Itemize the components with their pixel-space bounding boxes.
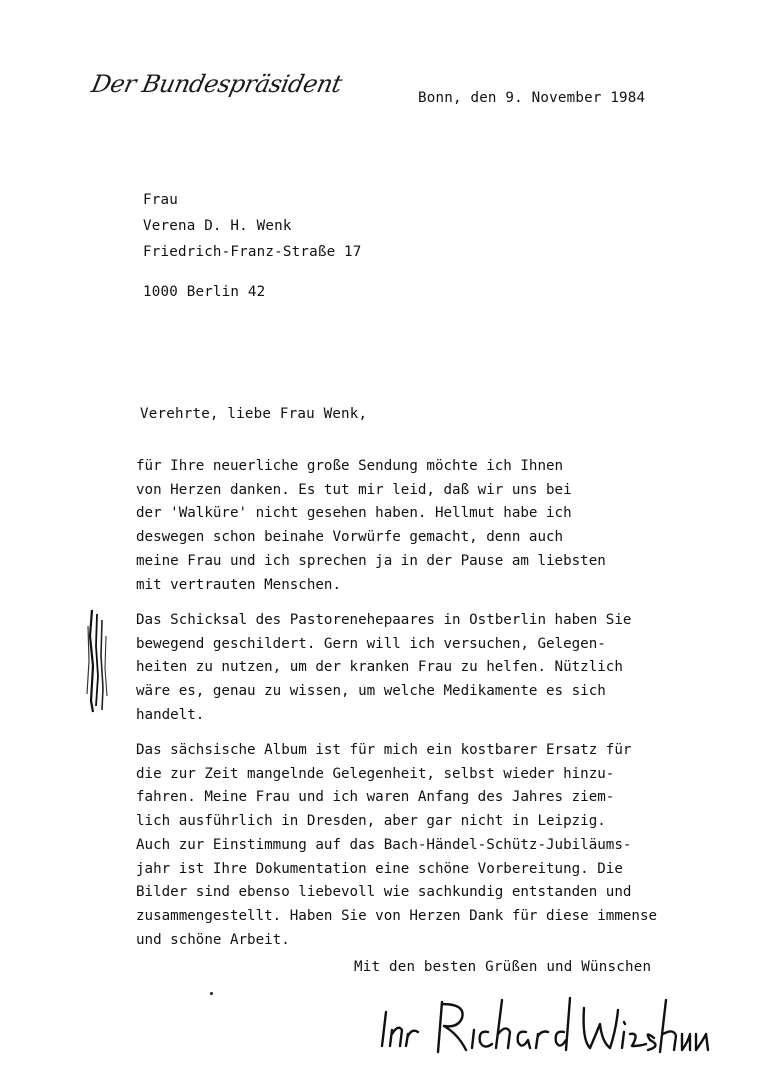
body-line: bewegend geschildert. Gern will ich versuchen, Gelegen- [136, 635, 606, 652]
body-line: heiten zu nutzen, um der kranken Frau zu helfen. Nützlich [136, 659, 623, 676]
ink-speck [210, 992, 213, 995]
body-line: lich ausführlich in Dresden, aber gar nicht in Leipzig. [136, 813, 606, 830]
date-line: Bonn, den 9. November 1984 [418, 90, 646, 106]
signature-icon [378, 990, 718, 1070]
body-line: Das sächsische Album ist für mich ein kostbarer Ersatz für [136, 742, 632, 758]
body-line: deswegen schon beinahe Vorwürfe gemacht, denn auch [136, 529, 564, 546]
paragraph-3 [136, 739, 657, 952]
address-line: Friedrich-Franz-Straße 17 [143, 244, 362, 260]
body-line: fahren. Meine Frau und ich waren Anfang des Jahres ziem- [136, 789, 615, 806]
closing: Mit den besten Grüßen und Wünschen [354, 959, 652, 975]
address-line: 1000 Berlin 42 [143, 284, 266, 300]
body-line: der 'Walküre' nicht gesehen haben. Hellmut habe ich [136, 505, 572, 522]
body-line: mit vertrauten Menschen. [136, 576, 341, 593]
paragraph-2 [136, 609, 631, 728]
paragraph-1 [136, 455, 606, 597]
salutation: Verehrte, liebe Frau Wenk, [140, 406, 368, 422]
address-line: Frau [143, 192, 178, 208]
body-line: für Ihre neuerliche große Sendung möchte ich Ihnen [136, 458, 564, 474]
body-line: Das Schicksal des Pastorenehepaares in Ostberlin haben Sie [136, 612, 632, 628]
address-line: Verena D. H. Wenk [143, 218, 292, 234]
letterhead: Der Bundespräsident [89, 70, 345, 98]
body-line: handelt. [136, 706, 205, 723]
margin-mark-icon [84, 606, 114, 716]
body-line: wäre es, genau zu wissen, um welche Medikamente es sich [136, 683, 606, 700]
body-line: meine Frau und ich sprechen ja in der Pause am liebsten [136, 552, 606, 569]
body-line: Auch zur Einstimmung auf das Bach-Händel-Schütz-Jubiläums- [136, 836, 632, 853]
body-line: Bilder sind ebenso liebevoll wie sachkundig entstanden und [136, 884, 632, 901]
body-line: die zur Zeit mangelnde Gelegenheit, selbst wieder hinzu- [136, 765, 615, 782]
body-line: jahr ist Ihre Dokumentation eine schöne Vorbereitung. Die [136, 860, 623, 877]
body-line: von Herzen danken. Es tut mir leid, daß wir uns bei [136, 481, 572, 498]
body-line: zusammengestellt. Haben Sie von Herzen Dank für diese immense [136, 907, 658, 924]
body-line: und schöne Arbeit. [136, 931, 290, 948]
